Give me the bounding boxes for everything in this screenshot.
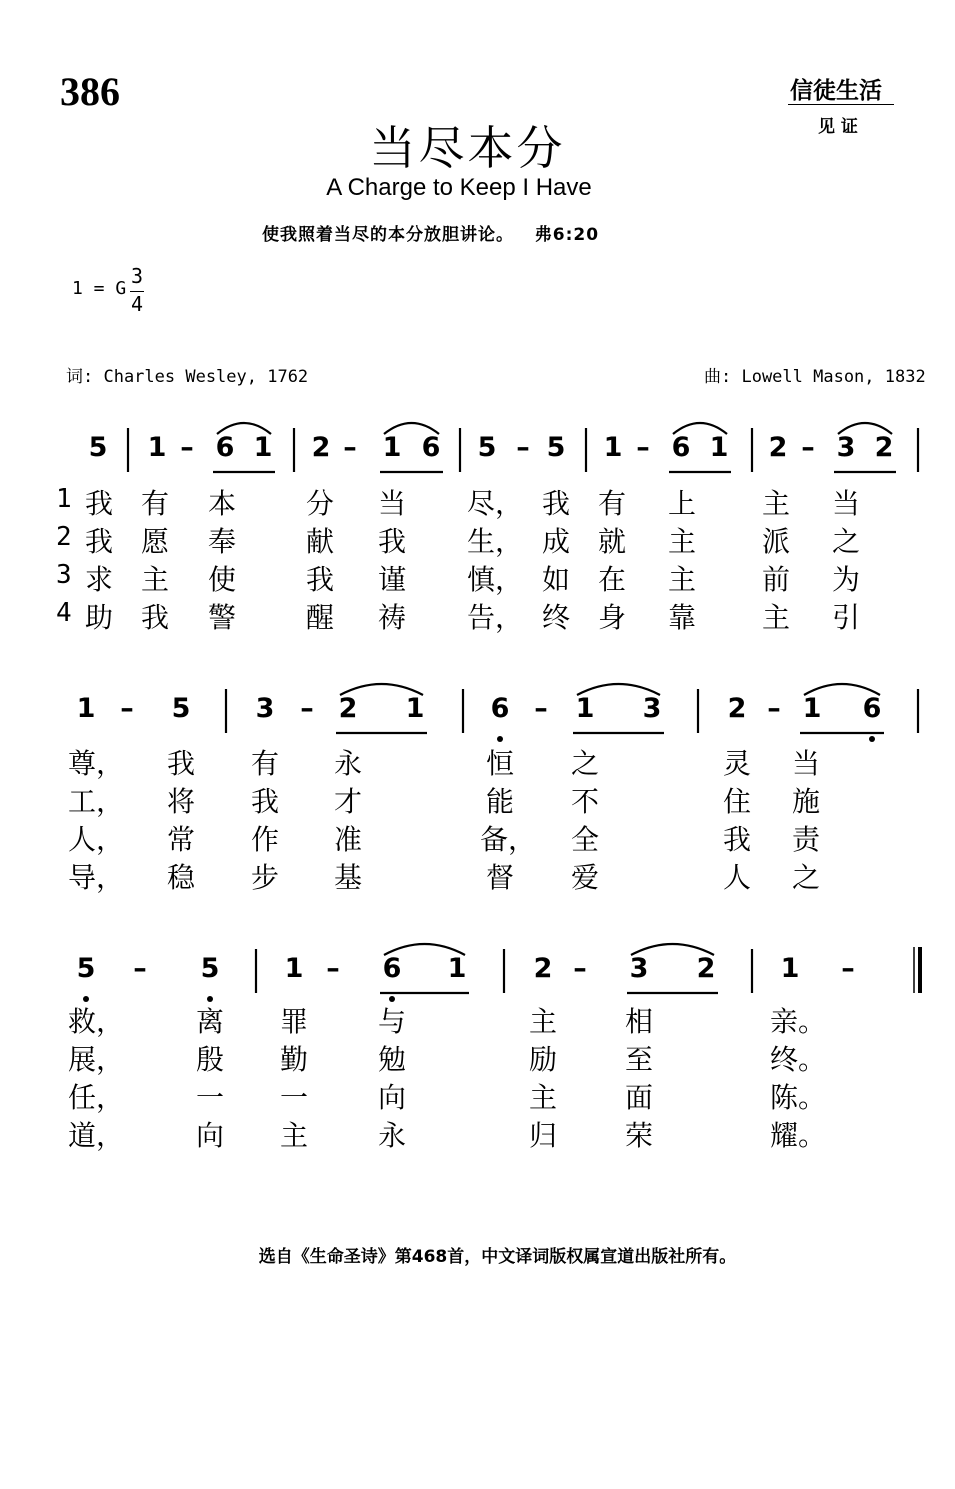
lyric-syllable: 相 (624, 1005, 653, 1038)
note: – (180, 432, 194, 463)
note: – (326, 953, 340, 984)
note: – (133, 953, 147, 984)
note: 3 (836, 432, 856, 463)
note: – (573, 953, 587, 984)
lyric-syllable: 成 (541, 525, 570, 558)
copyright-footer: 选自《生命圣诗》第468首，中文译词版权属宣道出版社所有。 (258, 1247, 737, 1267)
lyric-syllable: 离 (195, 1005, 224, 1038)
verse-number: 1 (56, 484, 72, 514)
note: 1 (253, 432, 273, 463)
lyric-syllable: 主 (667, 563, 696, 596)
note: 1 (603, 432, 623, 463)
lyric-syllable: 身 (597, 601, 626, 634)
lyric-syllable: 之 (791, 861, 820, 894)
lyric-syllable: 醒 (305, 601, 334, 634)
lyric-syllable: 步 (250, 861, 279, 894)
note: 3 (629, 953, 649, 984)
note: 1 (405, 693, 425, 724)
lyric-syllable: 助 (84, 601, 113, 634)
lyric-syllable: 我 (84, 487, 113, 520)
lyric-syllable: 愿 (140, 525, 169, 558)
lyric-syllable: 至 (624, 1043, 653, 1076)
lyric-syllable: 靠 (667, 601, 696, 634)
verse-number: 3 (56, 560, 72, 590)
lyric-syllable: 派 (761, 525, 790, 558)
lyric-syllable: 终。 (770, 1043, 827, 1076)
lyric-syllable: 展， (68, 1043, 125, 1076)
subcategory-label: 见 证 (818, 117, 858, 137)
note: 1 (575, 693, 595, 724)
note: 6 (421, 432, 441, 463)
lyric-syllable: 我 (541, 487, 570, 520)
lyric-syllable: 告， (467, 601, 524, 634)
lyric-syllable: 殷 (195, 1043, 224, 1076)
lyric-syllable: 谨 (377, 563, 406, 596)
lyric-syllable: 爱 (570, 861, 599, 894)
lyric-syllable: 主 (140, 563, 169, 596)
lyric-syllable: 荣 (624, 1119, 653, 1152)
lyric-syllable: 一 (195, 1081, 224, 1114)
note: 1 (780, 953, 800, 984)
lyric-syllable: 生， (467, 525, 524, 558)
note: – (841, 953, 855, 984)
lyric-syllable: 求 (84, 563, 113, 596)
lyric-syllable: 全 (570, 823, 599, 856)
note: 3 (642, 693, 662, 724)
lyric-syllable: 准 (333, 823, 362, 856)
lyric-syllable: 为 (831, 563, 860, 596)
lyric-syllable: 责 (791, 823, 820, 856)
lyric-syllable: 能 (485, 785, 514, 818)
lyric-syllable: 主 (761, 601, 790, 634)
lyric-syllable: 将 (166, 785, 195, 818)
category-label: 信徒生活 (790, 77, 882, 104)
lyric-syllable: 救， (68, 1005, 125, 1038)
lyric-syllable: 主 (279, 1119, 308, 1152)
note: – (534, 693, 548, 724)
note: 1 (802, 693, 822, 724)
lyric-syllable: 本 (207, 487, 236, 520)
lyric-syllable: 恒 (485, 747, 514, 780)
hymn-number: 386 (60, 69, 120, 114)
lyric-syllable: 向 (195, 1119, 224, 1152)
time-signature-bottom: 4 (130, 292, 144, 316)
note: 6 (671, 432, 691, 463)
lyric-syllable: 分 (305, 487, 334, 520)
note: 2 (533, 953, 553, 984)
lyric-syllable: 施 (791, 785, 820, 818)
lyric-syllable: 我 (84, 525, 113, 558)
verse-number: 4 (56, 598, 72, 628)
lyric-syllable: 我 (377, 525, 406, 558)
note: 1 (147, 432, 167, 463)
note: 5 (88, 432, 108, 463)
lyric-syllable: 道， (68, 1119, 125, 1152)
lyric-syllable: 尽， (467, 487, 524, 520)
lyric-syllable: 献 (305, 525, 334, 558)
lyric-syllable: 我 (250, 785, 279, 818)
lyric-syllable: 我 (722, 823, 751, 856)
lyric-syllable: 罪 (279, 1005, 308, 1038)
lyric-syllable: 住 (722, 785, 751, 818)
note: 2 (727, 693, 747, 724)
lyric-syllable: 终 (541, 601, 570, 634)
lyric-syllable: 基 (333, 861, 362, 894)
note: 1 (709, 432, 729, 463)
lyric-syllable: 向 (377, 1081, 406, 1114)
scripture-reference: 使我照着当尽的本分放胆讲论。 弗6:20 (262, 225, 600, 245)
lyric-syllable: 人， (68, 823, 125, 856)
lyric-syllable: 耀。 (770, 1119, 827, 1152)
low-octave-dot (869, 736, 875, 742)
note: 6 (862, 693, 882, 724)
lyric-syllable: 作 (250, 823, 279, 856)
lyric-syllable: 警 (207, 601, 236, 634)
lyric-syllable: 才 (333, 785, 362, 818)
note: – (343, 432, 357, 463)
lyric-syllable: 我 (305, 563, 334, 596)
note: 3 (255, 693, 275, 724)
lyric-syllable: 永 (377, 1119, 406, 1152)
note: 6 (490, 693, 510, 724)
lyric-syllable: 永 (333, 747, 362, 780)
lyric-syllable: 使 (207, 563, 236, 596)
lyricist-credit: 词: Charles Wesley, 1762 (66, 367, 309, 387)
lyric-syllable: 勤 (279, 1043, 308, 1076)
lyric-syllable: 归 (528, 1119, 557, 1152)
lyric-syllable: 稳 (166, 861, 195, 894)
note: 2 (311, 432, 331, 463)
lyric-syllable: 工， (68, 785, 125, 818)
hymn-title: 当尽本分 (369, 121, 566, 175)
lyric-syllable: 奉 (207, 525, 236, 558)
lyric-syllable: 慎， (467, 563, 524, 596)
note: 1 (382, 432, 402, 463)
note: 2 (338, 693, 358, 724)
lyric-syllable: 当 (377, 487, 406, 520)
lyric-syllable: 我 (140, 601, 169, 634)
lyric-syllable: 不 (570, 785, 599, 818)
note: 1 (76, 693, 96, 724)
lyric-syllable: 励 (528, 1043, 557, 1076)
lyric-syllable: 尊， (68, 747, 125, 780)
lyric-syllable: 当 (831, 487, 860, 520)
lyric-syllable: 督 (485, 861, 514, 894)
lyric-syllable: 亲。 (770, 1005, 827, 1038)
lyric-syllable: 有 (250, 747, 279, 780)
lyric-syllable: 引 (831, 601, 860, 634)
note: – (801, 432, 815, 463)
lyric-syllable: 常 (166, 823, 195, 856)
lyric-syllable: 在 (597, 563, 626, 596)
key-signature: 1 = G (72, 278, 127, 299)
note: 2 (768, 432, 788, 463)
lyric-syllable: 灵 (722, 747, 751, 780)
lyric-syllable: 上 (667, 487, 696, 520)
lyric-syllable: 之 (831, 525, 860, 558)
lyric-syllable: 人 (722, 861, 751, 894)
lyric-syllable: 主 (761, 487, 790, 520)
lyric-syllable: 与 (377, 1005, 406, 1038)
note: – (300, 693, 314, 724)
lyric-syllable: 就 (597, 525, 626, 558)
lyric-syllable: 有 (140, 487, 169, 520)
time-signature-top: 3 (130, 264, 144, 288)
lyric-syllable: 之 (570, 747, 599, 780)
lyric-syllable: 一 (279, 1081, 308, 1114)
note: 6 (382, 953, 402, 984)
note: – (516, 432, 530, 463)
note: 5 (200, 953, 220, 984)
lyric-syllable: 导， (68, 861, 125, 894)
note: – (636, 432, 650, 463)
note: 1 (447, 953, 467, 984)
lyric-syllable: 当 (791, 747, 820, 780)
note: 5 (171, 693, 191, 724)
note: 5 (477, 432, 497, 463)
composer-credit: 曲: Lowell Mason, 1832 (704, 367, 926, 387)
lyric-syllable: 陈。 (770, 1081, 827, 1114)
lyric-syllable: 主 (528, 1005, 557, 1038)
lyric-syllable: 面 (624, 1081, 653, 1114)
note: 2 (874, 432, 894, 463)
lyric-syllable: 祷 (377, 601, 406, 634)
lyric-syllable: 备， (480, 823, 537, 856)
lyric-syllable: 我 (166, 747, 195, 780)
verse-number: 2 (56, 522, 72, 552)
lyric-syllable: 有 (597, 487, 626, 520)
note: 6 (215, 432, 235, 463)
lyric-syllable: 主 (528, 1081, 557, 1114)
note: 5 (546, 432, 566, 463)
note: 1 (284, 953, 304, 984)
note: – (767, 693, 781, 724)
lyric-syllable: 勉 (377, 1043, 406, 1076)
lyric-syllable: 任， (68, 1081, 125, 1114)
lyric-syllable: 前 (761, 563, 790, 596)
lyric-syllable: 如 (541, 563, 570, 596)
hymn-subtitle: A Charge to Keep I Have (326, 174, 592, 201)
note: – (120, 693, 134, 724)
note: 5 (76, 953, 96, 984)
note: 2 (696, 953, 716, 984)
lyric-syllable: 主 (667, 525, 696, 558)
